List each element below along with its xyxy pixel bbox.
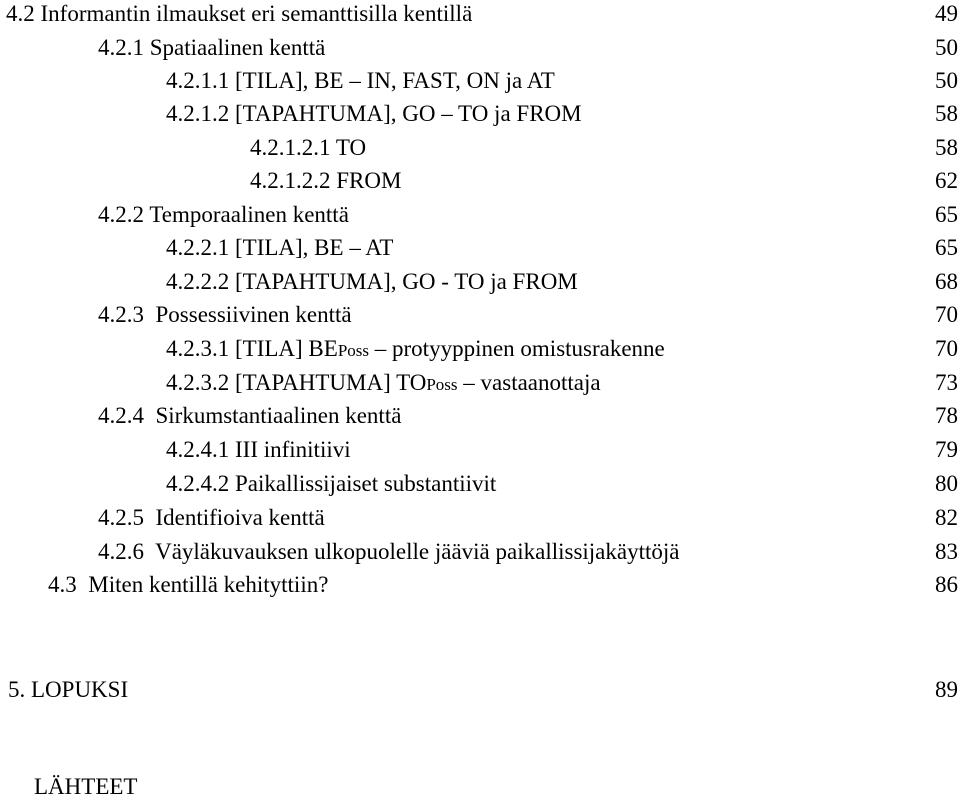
page-number: 78	[935, 403, 958, 428]
section-title: Possessiivinen kenttä	[155, 302, 352, 327]
section-title: Informantin ilmaukset eri semanttisilla kentillä	[40, 1, 473, 26]
toc-entry-4-2-3-1	[0, 332, 960, 366]
page-number: 65	[935, 202, 958, 227]
toc-entry-label	[250, 164, 401, 198]
section-title: Paikallissijaiset substantiivit	[235, 471, 497, 496]
toc-entry-label	[98, 198, 349, 232]
toc-entry-4-2-6	[0, 535, 960, 569]
toc-entry-4-2-2-1	[0, 231, 960, 265]
section-number: 4.2.1.2	[166, 101, 230, 126]
page-number: 70	[935, 302, 958, 327]
toc-entry-label	[166, 231, 393, 265]
section-number: 4.2.1	[98, 35, 144, 60]
toc-entry-label	[98, 298, 352, 332]
toc-entry-4-3	[0, 568, 960, 602]
toc-entry-4-2-1-2-2	[0, 164, 960, 198]
section-title: LÄHTEET	[34, 774, 138, 799]
section-number: 4.2	[6, 1, 35, 26]
section-number: 4.2.2	[98, 202, 144, 227]
page-number: 68	[935, 269, 958, 294]
section-title: TO	[335, 135, 367, 160]
section-number: 5.	[8, 677, 26, 702]
section-title: Sirkumstantiaalinen kenttä	[155, 403, 402, 428]
page-number: 82	[935, 505, 958, 530]
toc-entry-4-2-4	[0, 399, 960, 433]
toc-entry-label	[166, 64, 555, 98]
section-number: 4.2.5	[98, 505, 144, 530]
section-number: 4.2.4.2	[166, 471, 230, 496]
section-title-main: [TAPAHTUMA] TO	[235, 370, 427, 395]
section-title: [TILA], BE – AT	[235, 235, 394, 260]
toc-entry-4-2-3	[0, 298, 960, 332]
section-number: 4.2.2.1	[166, 235, 230, 260]
toc-entry-4-2-3-2	[0, 366, 960, 400]
section-number: 4.2.4.1	[166, 437, 230, 462]
page-number: 83	[935, 539, 958, 564]
section-number: 4.2.4	[98, 403, 144, 428]
toc-entry-label	[166, 366, 601, 402]
toc-entry-4-2-1-2	[0, 97, 960, 131]
page-number: 50	[935, 35, 958, 60]
section-title-subscript: Poss	[426, 375, 458, 394]
section-title: Spatiaalinen kenttä	[149, 35, 326, 60]
toc-entry-label	[48, 568, 328, 602]
page-number: 89	[935, 677, 958, 702]
section-title: Miten kentillä kehityttiin?	[88, 572, 329, 597]
section-number: 4.2.2.2	[166, 269, 230, 294]
page-number: 79	[935, 437, 958, 462]
toc-entry-5	[0, 673, 960, 707]
section-title: Väyläkuvauksen ulkopuolelle jääviä paikallissijakäyttöjä	[155, 539, 680, 564]
section-title: LOPUKSI	[31, 677, 129, 702]
toc-entry-label	[166, 433, 351, 467]
page-number: 73	[935, 370, 958, 395]
section-title: [TAPAHTUMA], GO – TO ja FROM	[235, 101, 582, 126]
toc-entry-4-2-1-1	[0, 64, 960, 98]
section-title: Identifioiva kenttä	[155, 505, 325, 530]
section-title: Temporaalinen kenttä	[149, 202, 349, 227]
section-number: 4.2.1.2.1	[250, 135, 331, 160]
page-number: 58	[935, 135, 958, 160]
toc-entry-label	[166, 467, 496, 501]
page-number: 80	[935, 471, 958, 496]
toc-entry-4-2-5	[0, 501, 960, 535]
page-number: 50	[935, 68, 958, 93]
page-number: 58	[935, 101, 958, 126]
section-title-subscript: Poss	[337, 341, 370, 360]
section-title: [TILA], BE – IN, FAST, ON ja AT	[235, 68, 555, 93]
section-title	[235, 370, 601, 395]
toc-entry-label	[250, 131, 366, 165]
toc-entry-label	[8, 673, 128, 707]
toc-entry-label	[98, 501, 325, 535]
section-number: 4.2.3	[98, 302, 144, 327]
section-title-main: [TILA] BE	[235, 336, 338, 361]
toc-entry-4-2-2	[0, 198, 960, 232]
page-number: 65	[935, 235, 958, 260]
page-number: 86	[935, 572, 958, 597]
section-title: III infinitiivi	[235, 437, 351, 462]
toc-entry-4-2-4-2	[0, 467, 960, 501]
section-number: 4.3	[48, 572, 77, 597]
section-title-rest: – vastaanottaja	[457, 370, 601, 395]
toc-entry-label	[34, 770, 137, 804]
toc-entry-label	[6, 0, 472, 31]
section-number: 4.2.6	[98, 539, 144, 564]
page-number: 49	[935, 1, 958, 26]
toc-entry-lahteet	[0, 770, 960, 804]
toc-entry-label	[166, 265, 578, 299]
toc-entry-label	[98, 535, 679, 569]
section-number: 4.2.1.2.2	[250, 168, 331, 193]
toc-entry-4-2-1-2-1	[0, 131, 960, 165]
section-title: FROM	[336, 168, 402, 193]
toc-entry-label	[166, 97, 582, 131]
section-title-rest: – protyyppinen omistusrakenne	[369, 336, 665, 361]
section-number: 4.2.1.1	[166, 68, 230, 93]
toc-entry-4-2-4-1	[0, 433, 960, 467]
section-title: [TAPAHTUMA], GO - TO ja FROM	[235, 269, 578, 294]
page-number: 62	[935, 168, 958, 193]
toc-entry-4-2	[0, 0, 960, 31]
toc-entry-4-2-1	[0, 31, 960, 65]
page-number: 70	[935, 336, 958, 361]
toc-entry-4-2-2-2	[0, 265, 960, 299]
toc-entry-label	[166, 332, 665, 368]
toc-entry-label	[98, 399, 401, 433]
section-title	[235, 336, 665, 361]
section-number: 4.2.3.1	[166, 336, 230, 361]
section-number: 4.2.3.2	[166, 370, 230, 395]
toc-entry-label	[98, 31, 325, 65]
